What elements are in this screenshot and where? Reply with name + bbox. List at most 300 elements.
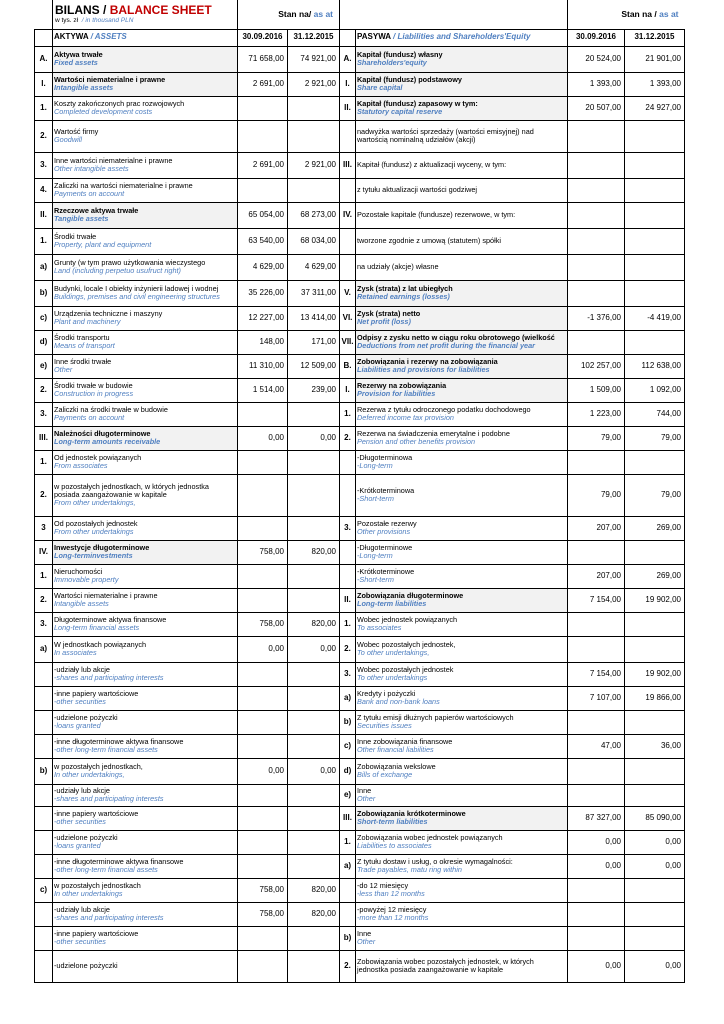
liability-item-number: 2. bbox=[340, 426, 356, 450]
asset-item-number: b) bbox=[35, 758, 53, 784]
asset-item-pl: Grunty (w tym prawo użytkowania wieczystego bbox=[54, 257, 206, 267]
sheet-title bbox=[53, 0, 238, 29]
asset-item-number: 4. bbox=[35, 178, 53, 202]
asset-item-en: -loans granted bbox=[54, 721, 101, 730]
liability-value-2015: 1 393,00 bbox=[625, 72, 685, 96]
table-row bbox=[35, 254, 685, 280]
asset-value-2015: 74 921,00 bbox=[288, 46, 340, 72]
asset-value-2016 bbox=[238, 588, 288, 612]
assets-date-2: 31.12.2015 bbox=[288, 29, 340, 46]
liability-item-en: Net profit (loss) bbox=[357, 317, 411, 326]
liability-item-pl: Zobowiązania wobec pozostałych jednostek, w których jednostka posiada zaangażowanie w kapitale bbox=[357, 956, 534, 974]
liability-item-number: 2. bbox=[340, 950, 356, 982]
asset-item-number: e) bbox=[35, 354, 53, 378]
liability-value-2016: 1 393,00 bbox=[568, 72, 625, 96]
liability-value-2016: 0,00 bbox=[568, 950, 625, 982]
liability-value-2016: 79,00 bbox=[568, 426, 625, 450]
liability-value-2015: 36,00 bbox=[625, 734, 685, 758]
liability-item-label bbox=[356, 902, 568, 926]
table-row bbox=[35, 354, 685, 378]
unit-pl: w tys. zł bbox=[55, 17, 79, 25]
asset-item-en: Long-term amounts receivable bbox=[54, 437, 161, 446]
liability-value-2015 bbox=[625, 280, 685, 306]
liability-item-label bbox=[356, 120, 568, 152]
asset-value-2016 bbox=[238, 120, 288, 152]
asset-value-2015: 0,00 bbox=[288, 758, 340, 784]
asset-item-pl: Budynki, locale I obiekty inżynierii ladowej i wodnej bbox=[54, 283, 219, 293]
asset-item-pl: Środki trwałe bbox=[54, 231, 97, 241]
asset-value-2015 bbox=[288, 830, 340, 854]
asset-item-en: Means of transport bbox=[54, 341, 115, 350]
liability-item-en: Provision for liabilities bbox=[357, 389, 436, 398]
asset-item-label bbox=[53, 426, 238, 450]
liability-value-2016 bbox=[568, 228, 625, 254]
liability-value-2016: 7 154,00 bbox=[568, 588, 625, 612]
asset-value-2015: 239,00 bbox=[288, 378, 340, 402]
liability-value-2016: 7 107,00 bbox=[568, 686, 625, 710]
asset-item-en: Plant and machinery bbox=[54, 317, 121, 326]
liability-value-2016: 0,00 bbox=[568, 830, 625, 854]
stan-pl-2: Stan na / bbox=[621, 9, 657, 20]
asset-item-en: Tangible assets bbox=[54, 214, 109, 223]
liability-item-number bbox=[340, 254, 356, 280]
liability-item-label bbox=[356, 950, 568, 982]
liability-value-2015: 269,00 bbox=[625, 516, 685, 540]
asset-value-2016 bbox=[238, 96, 288, 120]
liability-item-label bbox=[356, 662, 568, 686]
asset-item-label bbox=[53, 450, 238, 474]
liability-item-pl: Zobowiązania wekslowe bbox=[357, 761, 436, 771]
liability-value-2015: 19 866,00 bbox=[625, 686, 685, 710]
liability-item-number bbox=[340, 474, 356, 516]
liability-value-2015: 0,00 bbox=[625, 854, 685, 878]
asset-value-2015: 820,00 bbox=[288, 878, 340, 902]
asset-value-2015: 37 311,00 bbox=[288, 280, 340, 306]
asset-item-number: 3 bbox=[35, 516, 53, 540]
liability-item-number: I. bbox=[340, 72, 356, 96]
liability-item-en: Retained earnings (losses) bbox=[357, 292, 450, 301]
liability-item-label bbox=[356, 926, 568, 950]
stan-en: as at bbox=[313, 9, 333, 20]
asset-item-pl: w pozostałych jednostkach, w których jednostka posiada zaangażowanie w kapitale bbox=[54, 481, 209, 499]
liability-item-number: d) bbox=[340, 758, 356, 784]
asset-item-label bbox=[53, 902, 238, 926]
asset-value-2016 bbox=[238, 854, 288, 878]
liability-item-en: -Long-term bbox=[357, 551, 393, 560]
liability-value-2016 bbox=[568, 120, 625, 152]
liability-value-2016 bbox=[568, 540, 625, 564]
liability-item-en: Trade payables, matu ring within bbox=[357, 865, 462, 874]
asset-item-label bbox=[53, 254, 238, 280]
liability-value-2016: 7 154,00 bbox=[568, 662, 625, 686]
asset-item-number: 2. bbox=[35, 588, 53, 612]
liability-item-pl: nadwyżka wartości sprzedaży (wartości emisyjnej) nad wartością nominalną udziałów (akcji) bbox=[357, 126, 534, 144]
liability-item-en: Deferred income tax provision bbox=[357, 413, 454, 422]
liability-item-en: Other bbox=[357, 937, 376, 946]
table-row bbox=[35, 878, 685, 902]
asset-item-label bbox=[53, 612, 238, 636]
asset-item-en: Property, plant and equipment bbox=[54, 240, 152, 249]
asset-value-2015 bbox=[288, 564, 340, 588]
liability-item-pl: Kapitał (fundusz) podstawowy bbox=[357, 74, 462, 84]
asset-item-label bbox=[53, 854, 238, 878]
liability-value-2015 bbox=[625, 330, 685, 354]
liability-item-label bbox=[356, 306, 568, 330]
table-row bbox=[35, 588, 685, 612]
liability-item-pl: Wobec jednostek powiązanych bbox=[357, 614, 458, 624]
table-row bbox=[35, 784, 685, 806]
asset-item-label bbox=[53, 564, 238, 588]
asset-value-2016: 2 691,00 bbox=[238, 152, 288, 178]
liability-item-number bbox=[340, 564, 356, 588]
asset-value-2015: 171,00 bbox=[288, 330, 340, 354]
asset-item-pl: Wartość firmy bbox=[54, 126, 99, 136]
asset-item-en: From associates bbox=[54, 461, 108, 470]
asset-item-pl: -inne papiery wartościowe bbox=[54, 688, 139, 698]
table-row bbox=[35, 72, 685, 96]
asset-value-2016: 2 691,00 bbox=[238, 72, 288, 96]
table-row bbox=[35, 758, 685, 784]
table-row bbox=[35, 564, 685, 588]
liability-value-2015: 21 901,00 bbox=[625, 46, 685, 72]
asset-item-pl: Nieruchomości bbox=[54, 566, 103, 576]
asset-item-label bbox=[53, 152, 238, 178]
asset-item-pl: Należności długoterminowe bbox=[54, 428, 151, 438]
asset-item-en: Fixed assets bbox=[54, 58, 98, 67]
table-row bbox=[35, 96, 685, 120]
asset-item-label bbox=[53, 178, 238, 202]
liability-item-label bbox=[356, 564, 568, 588]
asset-item-number bbox=[35, 734, 53, 758]
asset-item-en: Buildings, premises and civil engineering structures bbox=[54, 292, 220, 301]
asset-item-number bbox=[35, 710, 53, 734]
liability-item-label bbox=[356, 96, 568, 120]
liability-value-2015 bbox=[625, 120, 685, 152]
liability-item-label bbox=[356, 612, 568, 636]
liability-value-2016 bbox=[568, 636, 625, 662]
asset-item-number bbox=[35, 686, 53, 710]
asset-value-2016: 0,00 bbox=[238, 758, 288, 784]
liability-value-2015: 269,00 bbox=[625, 564, 685, 588]
liabilities-header-pl: PASYWA bbox=[357, 32, 391, 42]
asset-item-number: 1. bbox=[35, 450, 53, 474]
liability-item-pl: na udziały (akcje) własne bbox=[357, 261, 439, 271]
asset-item-number: a) bbox=[35, 254, 53, 280]
liability-value-2016: 1 509,00 bbox=[568, 378, 625, 402]
asset-value-2016 bbox=[238, 830, 288, 854]
liability-item-pl: Pozostałe rezerwy bbox=[357, 518, 417, 528]
asset-item-pl: W jednostkach powiązanych bbox=[54, 639, 147, 649]
asset-value-2015 bbox=[288, 662, 340, 686]
liability-value-2016: 0,00 bbox=[568, 854, 625, 878]
liability-item-pl: Kapitał (fundusz) własny bbox=[357, 49, 443, 59]
title-pl: BILANS bbox=[55, 3, 100, 18]
asset-item-number: d) bbox=[35, 330, 53, 354]
asset-item-label bbox=[53, 354, 238, 378]
liability-item-number: III. bbox=[340, 806, 356, 830]
asset-value-2015 bbox=[288, 950, 340, 982]
liability-item-en: Bank and non-bank loans bbox=[357, 697, 440, 706]
asset-value-2016: 758,00 bbox=[238, 612, 288, 636]
asset-item-label bbox=[53, 72, 238, 96]
liability-item-label bbox=[356, 378, 568, 402]
table-row bbox=[35, 636, 685, 662]
liability-value-2015 bbox=[625, 450, 685, 474]
liability-value-2016 bbox=[568, 450, 625, 474]
liability-item-en: Other provisions bbox=[357, 527, 411, 536]
stan-na-liabilities bbox=[568, 0, 685, 29]
asset-item-number: 2. bbox=[35, 474, 53, 516]
asset-value-2016 bbox=[238, 450, 288, 474]
asset-item-number bbox=[35, 926, 53, 950]
table-row bbox=[35, 426, 685, 450]
liability-value-2015: 85 090,00 bbox=[625, 806, 685, 830]
stan-pl: Stan na/ bbox=[278, 9, 312, 20]
asset-value-2015 bbox=[288, 710, 340, 734]
asset-item-en: In other undertakings bbox=[54, 889, 123, 898]
asset-value-2015: 68 034,00 bbox=[288, 228, 340, 254]
liability-item-number: a) bbox=[340, 686, 356, 710]
liability-item-label bbox=[356, 734, 568, 758]
liability-item-pl: Zobowiązania i rezerwy na zobowiązania bbox=[357, 356, 498, 366]
liability-item-number: 2. bbox=[340, 636, 356, 662]
liability-item-number bbox=[340, 228, 356, 254]
liability-item-en: -Short-term bbox=[357, 494, 394, 503]
table-row bbox=[35, 830, 685, 854]
asset-value-2015: 820,00 bbox=[288, 612, 340, 636]
asset-item-label bbox=[53, 636, 238, 662]
liability-value-2015 bbox=[625, 612, 685, 636]
asset-item-label bbox=[53, 96, 238, 120]
liability-value-2015 bbox=[625, 710, 685, 734]
column-header-row bbox=[35, 29, 685, 46]
liability-item-label bbox=[356, 426, 568, 450]
asset-item-en: From other undertakings bbox=[54, 527, 134, 536]
liability-value-2015: 19 902,00 bbox=[625, 588, 685, 612]
asset-item-pl: Wartości niematerialne i prawne bbox=[54, 590, 158, 600]
table-row bbox=[35, 120, 685, 152]
liability-item-pl: Kredyty i pożyczki bbox=[357, 688, 416, 698]
liability-value-2016 bbox=[568, 784, 625, 806]
table-row bbox=[35, 710, 685, 734]
liability-value-2016 bbox=[568, 926, 625, 950]
asset-item-en: -loans granted bbox=[54, 841, 101, 850]
table-row bbox=[35, 950, 685, 982]
liability-item-number: 3. bbox=[340, 516, 356, 540]
assets-header-en: / ASSETS bbox=[90, 32, 127, 42]
liability-item-number: e) bbox=[340, 784, 356, 806]
liability-item-en: Securities issues bbox=[357, 721, 412, 730]
asset-item-en: Construction in progress bbox=[54, 389, 134, 398]
asset-item-label bbox=[53, 734, 238, 758]
liability-value-2016: 47,00 bbox=[568, 734, 625, 758]
asset-item-en: -other securities bbox=[54, 697, 106, 706]
asset-item-en: Goodwill bbox=[54, 135, 82, 144]
asset-value-2016 bbox=[238, 402, 288, 426]
asset-value-2016: 63 540,00 bbox=[238, 228, 288, 254]
liability-item-number: VI. bbox=[340, 306, 356, 330]
asset-item-number: 3. bbox=[35, 402, 53, 426]
asset-value-2016: 65 054,00 bbox=[238, 202, 288, 228]
asset-value-2015: 2 921,00 bbox=[288, 152, 340, 178]
asset-item-en: Other intangible assets bbox=[54, 164, 129, 173]
table-row bbox=[35, 330, 685, 354]
liability-item-pl: Z tytułu dostaw i usług, o okresie wymagalności: bbox=[357, 856, 513, 866]
liability-item-en: Pension and other benefits provision bbox=[357, 437, 476, 446]
asset-item-pl: -inne papiery wartościowe bbox=[54, 928, 139, 938]
liability-value-2016 bbox=[568, 178, 625, 202]
asset-item-pl: Środki transportu bbox=[54, 332, 110, 342]
asset-item-pl: -udzielone pożyczki bbox=[54, 832, 118, 842]
liability-item-pl: -Długoterminowe bbox=[357, 542, 413, 552]
liability-item-en: Liabilities and provisions for liabilities bbox=[357, 365, 490, 374]
liability-value-2015 bbox=[625, 228, 685, 254]
liability-value-2015: 744,00 bbox=[625, 402, 685, 426]
table-row bbox=[35, 46, 685, 72]
liability-item-label bbox=[356, 402, 568, 426]
asset-item-en: In associates bbox=[54, 648, 97, 657]
asset-item-label bbox=[53, 378, 238, 402]
asset-item-pl: Rzeczowe aktywa trwałe bbox=[54, 205, 139, 215]
asset-item-pl: -inne długoterminowe aktywa finansowe bbox=[54, 736, 184, 746]
liability-value-2015 bbox=[625, 902, 685, 926]
asset-value-2015 bbox=[288, 96, 340, 120]
unit-en: / in thousand PLN bbox=[81, 17, 134, 25]
asset-item-label bbox=[53, 758, 238, 784]
table-row bbox=[35, 378, 685, 402]
liability-value-2015: -4 419,00 bbox=[625, 306, 685, 330]
asset-item-number: I. bbox=[35, 72, 53, 96]
liability-item-number: II. bbox=[340, 588, 356, 612]
table-row bbox=[35, 686, 685, 710]
asset-item-label bbox=[53, 202, 238, 228]
asset-item-pl: Urządzenia techniczne i maszyny bbox=[54, 308, 163, 318]
liability-item-pl: -powyżej 12 miesięcy bbox=[357, 904, 427, 914]
asset-value-2016 bbox=[238, 806, 288, 830]
asset-value-2015: 12 509,00 bbox=[288, 354, 340, 378]
table-row bbox=[35, 178, 685, 202]
asset-value-2016: 35 226,00 bbox=[238, 280, 288, 306]
asset-item-number bbox=[35, 854, 53, 878]
liability-item-pl: Rezerwa z tytułu odroczonego podatku dochodowego bbox=[357, 404, 531, 414]
asset-value-2015: 0,00 bbox=[288, 426, 340, 450]
asset-value-2015: 13 414,00 bbox=[288, 306, 340, 330]
liability-item-pl: tworzone zgodnie z umową (statutem) spółki bbox=[357, 235, 501, 245]
liability-item-number: 1. bbox=[340, 402, 356, 426]
liability-item-label bbox=[356, 830, 568, 854]
asset-item-number: a) bbox=[35, 636, 53, 662]
liability-item-label bbox=[356, 758, 568, 784]
table-row bbox=[35, 806, 685, 830]
asset-item-en: -other long-term financial assets bbox=[54, 745, 158, 754]
liability-value-2016 bbox=[568, 280, 625, 306]
asset-value-2015 bbox=[288, 402, 340, 426]
liabilities-date-2: 31.12.2015 bbox=[625, 29, 685, 46]
asset-item-label bbox=[53, 402, 238, 426]
liability-value-2016: 87 327,00 bbox=[568, 806, 625, 830]
liability-item-number: 1. bbox=[340, 612, 356, 636]
asset-value-2015 bbox=[288, 806, 340, 830]
asset-item-label bbox=[53, 120, 238, 152]
asset-item-label bbox=[53, 830, 238, 854]
liability-value-2016: 1 223,00 bbox=[568, 402, 625, 426]
liability-value-2015: 79,00 bbox=[625, 474, 685, 516]
liability-item-number: c) bbox=[340, 734, 356, 758]
liability-item-en: To other undertakings, bbox=[357, 648, 430, 657]
asset-value-2016: 758,00 bbox=[238, 878, 288, 902]
liability-item-pl: Zobowiązania długoterminowe bbox=[357, 590, 464, 600]
table-row bbox=[35, 854, 685, 878]
stan-na-assets bbox=[238, 0, 340, 29]
liability-value-2016 bbox=[568, 902, 625, 926]
liability-item-label bbox=[356, 540, 568, 564]
asset-item-en: Land (including perpetuo usufruct right) bbox=[54, 266, 181, 275]
liability-value-2015 bbox=[625, 926, 685, 950]
liability-item-pl: Odpisy z zysku netto w ciągu roku obrotowego (wielkość bbox=[357, 332, 555, 342]
liabilities-date-1: 30.09.2016 bbox=[568, 29, 625, 46]
asset-item-en: Other bbox=[54, 365, 73, 374]
liability-value-2015: 0,00 bbox=[625, 950, 685, 982]
asset-item-number: c) bbox=[35, 306, 53, 330]
asset-item-pl: -udziały lub akcje bbox=[54, 664, 110, 674]
asset-item-en: Completed development costs bbox=[54, 107, 153, 116]
liability-item-number bbox=[340, 178, 356, 202]
asset-item-number: III. bbox=[35, 426, 53, 450]
liability-value-2015 bbox=[625, 878, 685, 902]
asset-item-number: 2. bbox=[35, 120, 53, 152]
asset-value-2015 bbox=[288, 120, 340, 152]
liability-item-label bbox=[356, 228, 568, 254]
liability-item-number: b) bbox=[340, 710, 356, 734]
asset-item-number bbox=[35, 784, 53, 806]
asset-item-pl: -udzielone pożyczki bbox=[54, 712, 118, 722]
liability-item-label bbox=[356, 806, 568, 830]
asset-item-pl: Zaliczki na wartości niematerialne i prawne bbox=[54, 180, 193, 190]
liability-item-number: a) bbox=[340, 854, 356, 878]
asset-value-2015 bbox=[288, 178, 340, 202]
liability-item-en: Share capital bbox=[357, 83, 403, 92]
liability-item-en: -less than 12 months bbox=[357, 889, 425, 898]
liability-value-2015 bbox=[625, 152, 685, 178]
asset-value-2016: 71 658,00 bbox=[238, 46, 288, 72]
asset-item-pl: Aktywa trwałe bbox=[54, 49, 103, 59]
table-row bbox=[35, 902, 685, 926]
liability-value-2016: 20 524,00 bbox=[568, 46, 625, 72]
liability-value-2016: 79,00 bbox=[568, 474, 625, 516]
asset-item-number: IV. bbox=[35, 540, 53, 564]
liability-item-en: -Long-term bbox=[357, 461, 393, 470]
liability-item-label bbox=[356, 254, 568, 280]
asset-value-2015 bbox=[288, 784, 340, 806]
asset-value-2016 bbox=[238, 662, 288, 686]
liability-item-label bbox=[356, 854, 568, 878]
asset-item-label bbox=[53, 540, 238, 564]
liability-value-2015 bbox=[625, 636, 685, 662]
asset-item-pl: w pozostałych jednostkach, bbox=[54, 761, 143, 771]
asset-item-pl: -inne długoterminowe aktywa finansowe bbox=[54, 856, 184, 866]
liability-item-pl: -Krótkoterminowa bbox=[357, 485, 415, 495]
liability-value-2015: 24 927,00 bbox=[625, 96, 685, 120]
liability-item-en: Short-term liabilities bbox=[357, 817, 428, 826]
table-row bbox=[35, 662, 685, 686]
asset-value-2016: 1 514,00 bbox=[238, 378, 288, 402]
asset-value-2016 bbox=[238, 734, 288, 758]
asset-item-en: Long-terminvestments bbox=[54, 551, 133, 560]
asset-item-en: -other long-term financial assets bbox=[54, 865, 158, 874]
liability-item-number bbox=[340, 450, 356, 474]
liability-item-label bbox=[356, 354, 568, 378]
asset-value-2016: 148,00 bbox=[238, 330, 288, 354]
